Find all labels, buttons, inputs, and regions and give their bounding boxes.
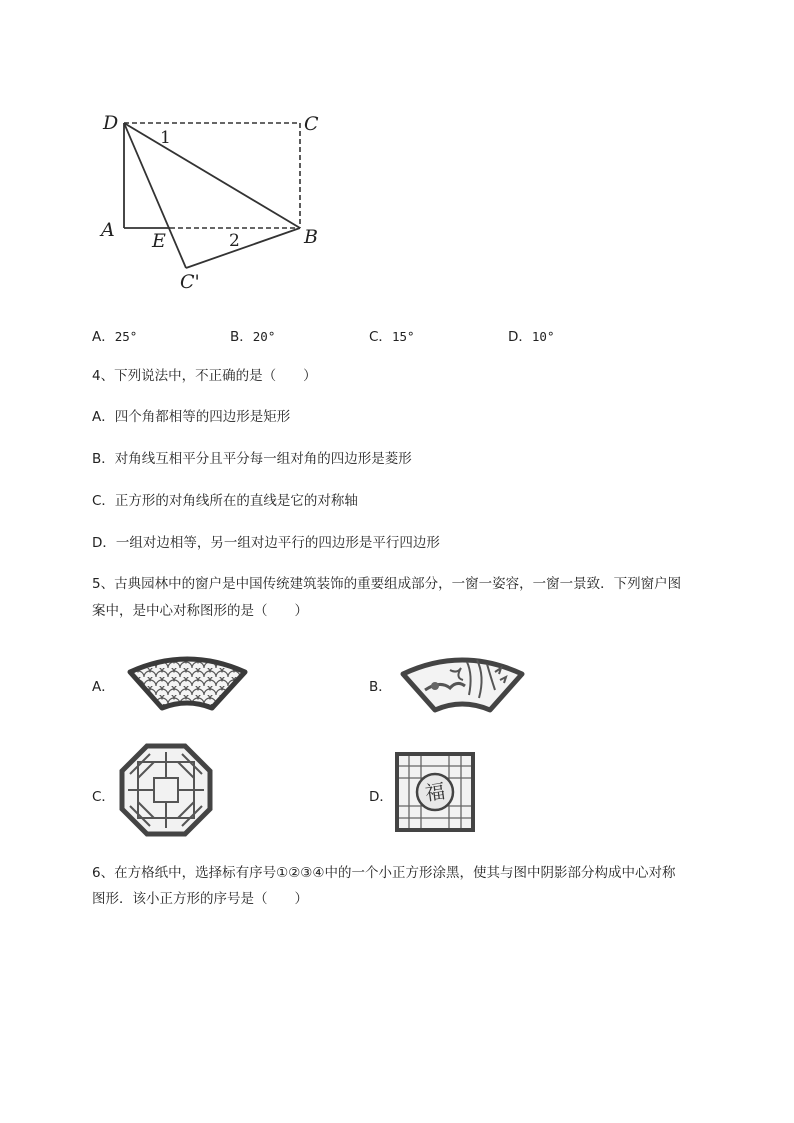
q4-stem: 4、下列说法中，不正确的是（ ） [92, 368, 317, 384]
q5-option-d-label[interactable]: D． [369, 789, 393, 805]
q5-stem-line2: 案中，是中心对称图形的是（ ） [92, 603, 308, 619]
label-C-prime: C' [180, 271, 200, 293]
q6-stem-line2: 图形．该小正方形的序号是（ ） [92, 891, 308, 907]
q3-option-c[interactable]: C．15° [369, 329, 415, 345]
q5-option-a-label[interactable]: A． [92, 679, 115, 695]
q4-option-b[interactable]: B．对角线互相平分且平分每一组对角的四边形是菱形 [92, 451, 412, 467]
q4-option-a[interactable]: A．四个角都相等的四边形是矩形 [92, 409, 291, 425]
q4-option-c[interactable]: C．正方形的对角线所在的直线是它的对称轴 [92, 493, 358, 509]
label-B: B [304, 226, 318, 248]
label-E: E [152, 230, 166, 252]
q5-option-c-label[interactable]: C． [92, 789, 115, 805]
label-C: C [304, 113, 319, 135]
window-d-glyph: 福 [423, 778, 447, 806]
q4-option-d[interactable]: D．一组对边相等，另一组对边平行的四边形是平行四边形 [92, 535, 440, 551]
side-c-prime-b [186, 228, 300, 268]
label-D: D [103, 112, 119, 134]
window-a-fan-scales-image [120, 650, 255, 720]
label-angle-1: 1 [160, 128, 171, 148]
q6-stem-line1: 6、在方格纸中，选择标有序号①②③④中的一个小正方形涂黑，使其与图中阴影部分构成中心对称 [92, 865, 676, 881]
geometry-figure [0, 0, 400, 310]
fold-diagram [0, 0, 400, 310]
label-angle-2: 2 [229, 231, 240, 251]
label-A: A [101, 219, 115, 241]
q5-stem-line1: 5、古典园林中的窗户是中国传统建筑装饰的重要组成部分，一窗一姿容，一窗一景致．下列窗户图 [92, 576, 682, 592]
q3-option-b[interactable]: B．20° [230, 329, 276, 345]
q3-option-d[interactable]: D．10° [508, 329, 555, 345]
q3-option-a[interactable]: A．25° [92, 329, 138, 345]
q5-option-b-label[interactable]: B． [369, 679, 392, 695]
diagonal-db [124, 123, 300, 228]
window-c-octagon-lattice-image [120, 744, 212, 836]
window-b-fan-plants-image [395, 650, 530, 720]
